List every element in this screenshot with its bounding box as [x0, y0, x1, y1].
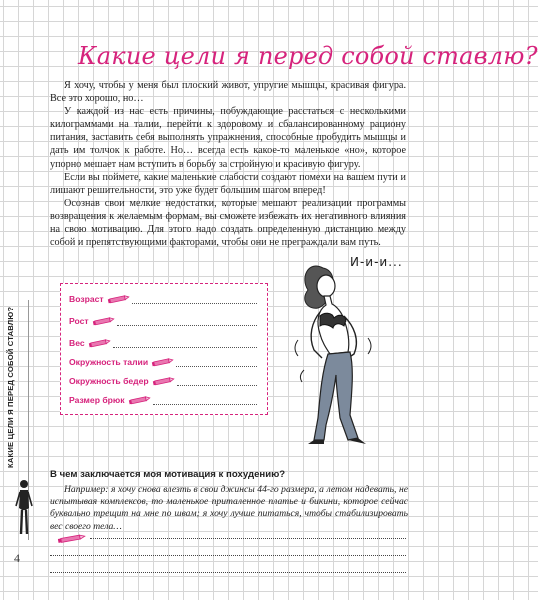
intro-text	[50, 79, 406, 249]
answer-line[interactable]	[90, 536, 406, 539]
measurement-label: Окружность бедер	[69, 376, 149, 386]
paragraph: Я хочу, чтобы у меня был плоский живот, упругие мышцы, красивая фигура. Все это хорошо, но…	[50, 80, 406, 105]
measurements-box	[60, 283, 268, 415]
pencil-icon	[129, 396, 151, 404]
measurement-row-height[interactable]	[69, 316, 257, 326]
paragraph: Если вы поймете, какие маленькие слабости создают помехи на вашем пути и лишают решительности, это уже будет большим шагом вперед!	[50, 171, 406, 196]
measurement-label: Рост	[69, 316, 89, 326]
question-heading: В чем заключается моя мотивация к похудению?	[50, 469, 286, 480]
example-text: я хочу снова влезть в свои джинсы 44-го размера, а летом надевать, не испытывая комплексов, то маленькое приталенное платье и бикини, которое сейчас буквально трещит на мне по швам; я хочу лучше питаться, чтобы стабилизировать вес своего тела…	[50, 484, 408, 532]
measurement-row-age[interactable]	[69, 294, 257, 304]
speech-caption: И-и-и...	[350, 255, 403, 269]
pencil-icon	[152, 358, 174, 366]
pencil-icon	[153, 377, 175, 385]
answer-line[interactable]	[50, 553, 406, 556]
measurement-label: Возраст	[69, 294, 104, 304]
girl-jeans-illustration	[278, 250, 428, 450]
example-lead: Например:	[64, 484, 109, 495]
pencil-icon	[93, 317, 115, 325]
paragraph: Осознав свои мелкие недостатки, которые мешают реализации программы возвращения к желаемым формам, вы сможете избежать их негативного влияния на свою мотивацию. Для этого надо создать определенную дистанцию между собой и препятствующими факторами, чтобы они не преграждали вам путь.	[50, 197, 406, 249]
paragraph: У каждой из нас есть причины, побуждающие расстаться с несколькими килограммами на талии, перейти к здоровому и сбалансированному рациону питания, заставить себя выполнять упражнения, способные пробудить мышцы и дать им толчок к работе. Но… всегда есть какое-то маленькое «но», которое упорно мешает нам вступить в борьбу за стройную и красивую фигуру.	[50, 106, 406, 170]
measurement-row-trouser-size[interactable]	[69, 395, 257, 405]
measurement-row-waist[interactable]	[69, 357, 257, 367]
woman-figure-icon	[14, 478, 34, 538]
answer-dots	[177, 377, 257, 386]
question-example	[50, 484, 408, 533]
chapter-title-vertical: КАКИЕ ЦЕЛИ Я ПЕРЕД СОБОЙ СТАВЛЮ?	[6, 306, 15, 468]
answer-dots	[176, 358, 257, 367]
measurement-label: Вес	[69, 338, 85, 348]
measurement-row-hips[interactable]	[69, 376, 257, 386]
pencil-icon	[89, 339, 111, 347]
answer-dots	[132, 295, 257, 304]
pencil-icon	[58, 534, 86, 543]
answer-line[interactable]	[50, 570, 406, 573]
answer-dots	[113, 339, 257, 348]
page-title: Какие цели я перед собой ставлю?	[78, 42, 538, 70]
measurement-label: Размер брюк	[69, 395, 125, 405]
page-number: 4	[14, 551, 20, 565]
answer-dots	[117, 317, 257, 326]
measurement-label: Окружность талии	[69, 357, 149, 367]
measurement-row-weight[interactable]	[69, 338, 257, 348]
pencil-icon	[108, 295, 130, 303]
answer-dots	[153, 396, 257, 405]
